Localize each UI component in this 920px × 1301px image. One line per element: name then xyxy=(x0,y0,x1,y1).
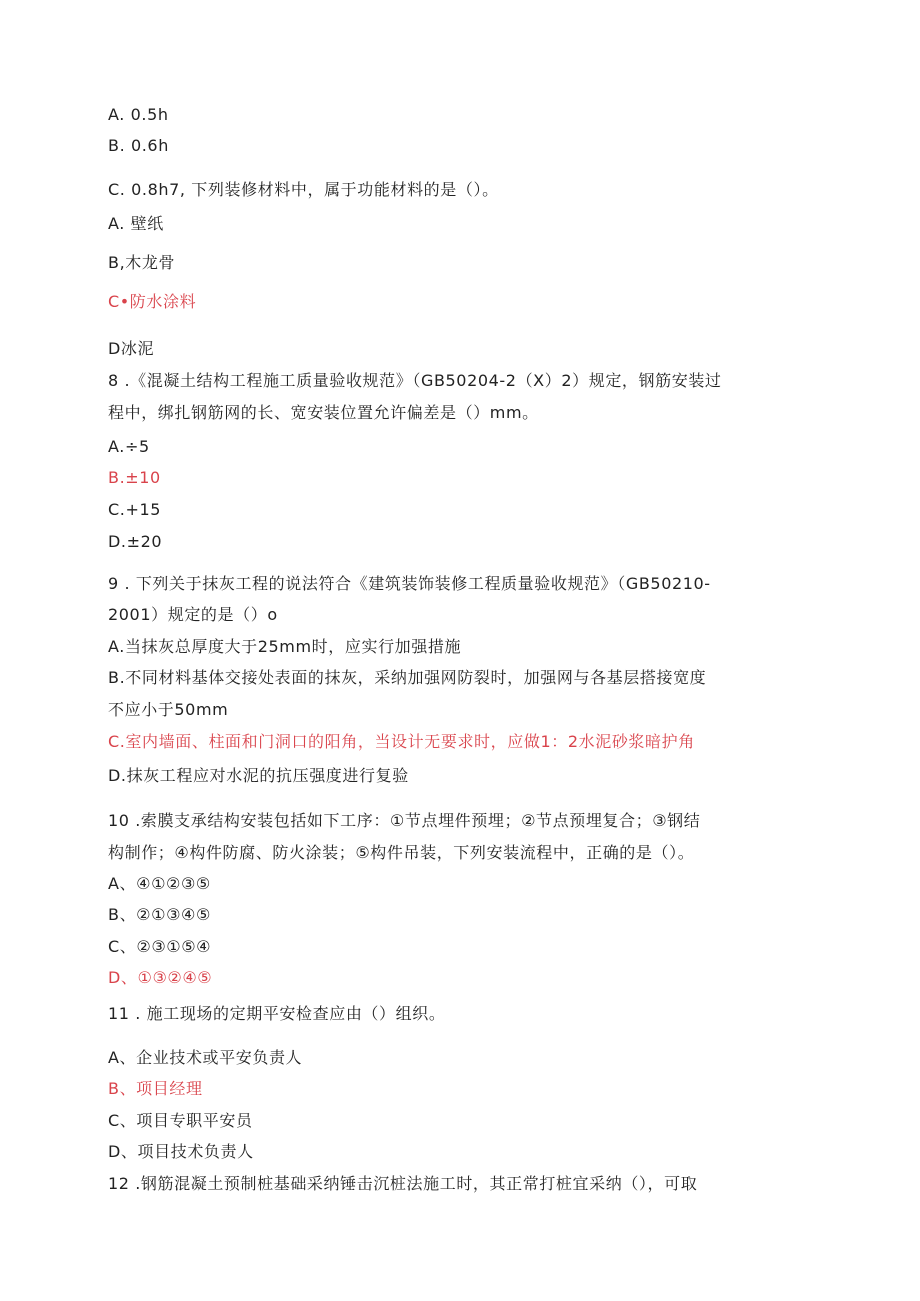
q7-option-d: D冰泥 xyxy=(108,339,155,358)
question-11: 11 . 施工现场的定期平安检查应由（）组织。 xyxy=(108,1004,446,1023)
option-a: A. 0.5h xyxy=(108,105,169,124)
q10-option-d-answer: D、①③②④⑤ xyxy=(108,968,213,987)
q7-option-a: A. 壁纸 xyxy=(108,214,164,233)
question-12-line-1: 12 .钢筋混凝土预制桩基础采纳锤击沉桩法施工时，其正常打桩宜采纳（），可取 xyxy=(108,1174,698,1193)
q9-option-b-line-2: 不应小于50mm xyxy=(108,700,229,719)
q10-option-b: B、②①③④⑤ xyxy=(108,905,211,924)
q8-option-a: A.÷5 xyxy=(108,437,150,456)
q9-option-d: D.抹灰工程应对水泥的抗压强度进行复验 xyxy=(108,766,409,785)
q11-option-a: A、企业技术或平安负责人 xyxy=(108,1048,303,1067)
question-8-line-2: 程中，绑扎钢筋网的长、宽安装位置允许偏差是（）mm。 xyxy=(108,403,539,422)
q9-option-b-line-1: B.不同材料基体交接处表面的抹灰，采纳加强网防裂时，加强网与各基层搭接宽度 xyxy=(108,668,707,687)
q7-option-c-answer: C•防水涂料 xyxy=(108,292,197,311)
q10-option-c: C、②③①⑤④ xyxy=(108,937,212,956)
q10-option-a: A、④①②③⑤ xyxy=(108,874,211,893)
q11-option-d: D、项目技术负责人 xyxy=(108,1142,254,1161)
question-9-line-2: 2001）规定的是（）o xyxy=(108,605,278,624)
question-9-line-1: 9 . 下列关于抹灰工程的说法符合《建筑装饰装修工程质量验收规范》（GB50210- xyxy=(108,574,711,593)
q8-option-b-answer: B.±10 xyxy=(108,468,161,487)
q11-option-b-answer: B、项目经理 xyxy=(108,1079,203,1098)
q11-option-c: C、项目专职平安员 xyxy=(108,1111,253,1130)
option-c-and-question-7: C. 0.8h7, 下列装修材料中，属于功能材料的是（）。 xyxy=(108,180,499,199)
option-b: B. 0.6h xyxy=(108,136,169,155)
q7-option-b: B,木龙骨 xyxy=(108,253,176,272)
q9-option-a: A.当抹灰总厚度大于25mm时，应实行加强措施 xyxy=(108,637,462,656)
q8-option-d: D.±20 xyxy=(108,532,163,551)
q8-option-c: C.+15 xyxy=(108,500,162,519)
question-8-line-1: 8 .《混凝土结构工程施工质量验收规范》（GB50204-2（X）2）规定，钢筋安装过 xyxy=(108,371,722,390)
q9-option-c-answer: C.室内墙面、柱面和门洞口的阳角，当设计无要求时，应做1：2水泥砂浆暗护角 xyxy=(108,732,695,751)
question-10-line-1: 10 .索膜支承结构安装包括如下工序：①节点埋件预埋；②节点预埋复合；③钢结 xyxy=(108,811,701,830)
question-10-line-2: 构制作；④构件防腐、防火涂装；⑤构件吊装，下列安装流程中，正确的是（）。 xyxy=(108,843,695,862)
